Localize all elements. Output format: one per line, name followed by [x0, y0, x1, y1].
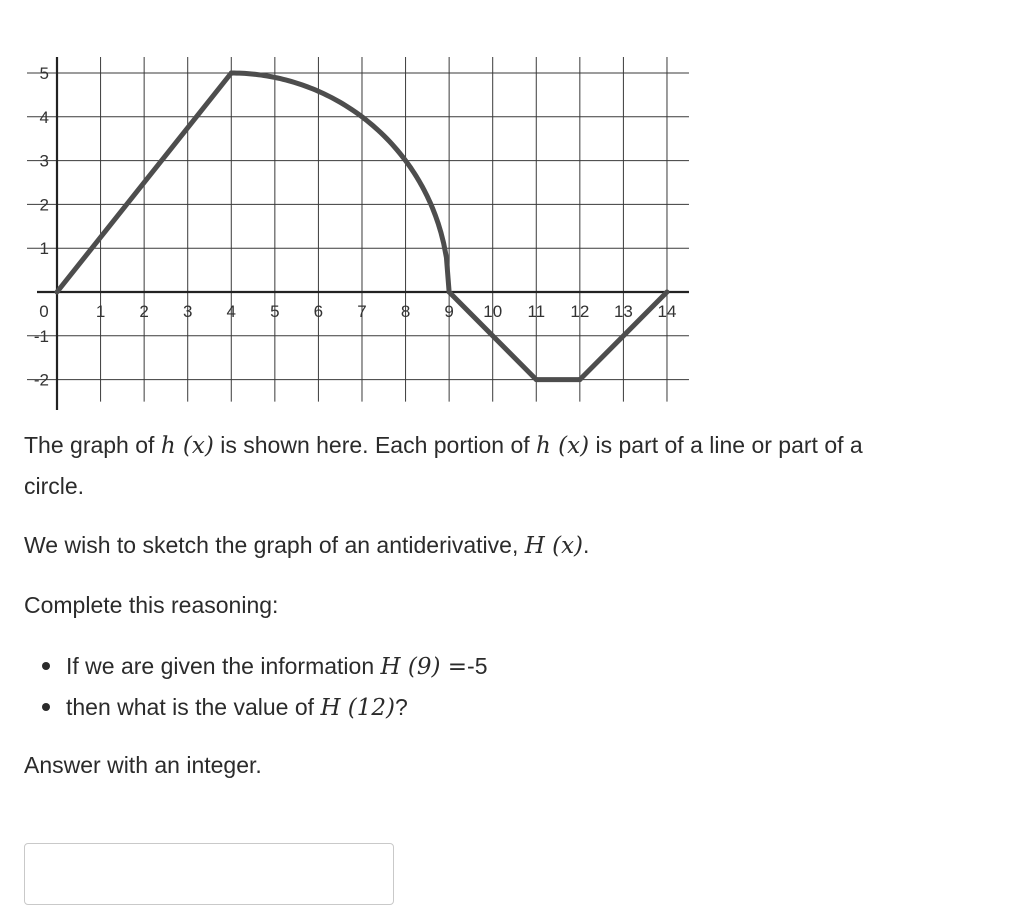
- x-tick-label: 4: [226, 302, 237, 321]
- math-h-x: h (x): [160, 433, 214, 459]
- math-H-12: H (12): [320, 695, 396, 721]
- x-tick-label: 5: [270, 302, 280, 321]
- question-intro: The graph of h (x) is shown here. Each portion of h (x) is part of a line or part of a circle.: [24, 432, 863, 499]
- question-sketch: We wish to sketch the graph of an antiderivative, H (x).: [24, 532, 590, 559]
- y-tick-label: -1: [33, 326, 49, 346]
- question-complete: Complete this reasoning:: [24, 592, 279, 618]
- x-tick-label: 8: [400, 302, 411, 321]
- y-tick-label: 1: [39, 239, 49, 259]
- y-tick-label: 5: [39, 64, 49, 83]
- grid-lines: [27, 57, 689, 402]
- x-tick-label: 6: [313, 302, 324, 321]
- x-tick-label: 2: [139, 302, 149, 321]
- list-item: If we are given the information H (9) =-5: [40, 646, 488, 687]
- x-tick-label: 1: [95, 302, 106, 321]
- axes: [37, 57, 689, 410]
- x-tick-label: 3: [182, 302, 193, 321]
- math-H-x: H (x): [524, 533, 584, 559]
- y-tick-label: -2: [33, 370, 49, 390]
- x-tick-label: 10: [483, 302, 503, 321]
- y-tick-label: 4: [39, 107, 49, 127]
- x-tick-label: 12: [570, 302, 590, 321]
- answer-input[interactable]: [24, 843, 394, 905]
- answer-prompt: Answer with an integer.: [24, 752, 262, 778]
- x-tick-label: 13: [613, 302, 633, 321]
- x-tick-label: 11: [527, 302, 546, 321]
- x-tick-label: 0: [39, 302, 49, 321]
- graph-h-of-x: [0, 0, 700, 410]
- list-item: then what is the value of H (12)?: [40, 687, 488, 728]
- x-tick-label: 14: [657, 302, 677, 321]
- x-tick-label: 7: [357, 302, 367, 321]
- curve-arc: [231, 73, 449, 292]
- math-H-9: H (9): [380, 654, 441, 680]
- y-tick-label: 3: [39, 151, 49, 171]
- x-tick-label: 9: [444, 302, 454, 321]
- reasoning-list: [40, 646, 488, 728]
- math-h-x: h (x): [536, 433, 590, 459]
- given-value: -5: [467, 653, 488, 679]
- y-tick-label: 2: [39, 195, 49, 215]
